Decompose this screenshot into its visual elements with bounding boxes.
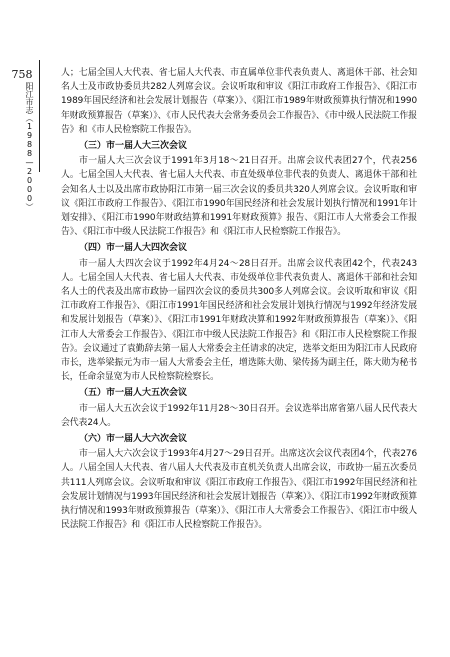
page-body	[61, 66, 417, 535]
section-body-4: 市一届人大四次会议于1992年4月24～28日召开。出席会议代表团42个，代表243人。七届全国人大代表、省七届人大代表、市处级单位非代表负责人、离退休干部和社会知名人士的代表及出席市政协一届四次会议的委员共300多人列席会议。会议听取和审议《阳江市政府工作报告》、《阳江市1991年国民经济和社会发展计划执行情况与1992年经济发展和发展计划报告（草案）》、《阳江市1991年财政决算和1992年财政预算报告（草案）》、《阳江市人大常委会工作报告》、《阳江市中级人民法院工作报告》和《阳江市人民检察院工作报告》。会议通过了袁勤辞去第一届人大常委会主任请求的决定，选举文炬田为阳江市人民政府市长，选举梁振元为市一届人大常委会主任，增选陈大勋、梁传扬为副主任，陈大勋为秘书长，任命余显宽为市人民检察院检察长。	[61, 258, 417, 383]
section-body-6: 市一届人大六次会议于1993年4月27～29日召开。出席这次会议代表团4个，代表276人。八届全国人大代表、省八届人大代表及市直机关负责人出席会议，市政协一届五次委员共111人列席会议。会议听取和审议《阳江市政府工作报告》、《阳江市1992年国民经济和社会发展计划情况与1993年国民经济和社会发展计划报告（草案）》、《阳江市1992年财政预算执行情况和1993年财政预算报告（草案）》、《阳江市人大常委会工作报告》、《阳江市中级人民法院工作报告》和《阳江市人民检察院工作报告》。	[61, 449, 417, 531]
section-heading-3: （三）市一届人大三次会议	[79, 141, 188, 152]
section-heading-4: （四）市一届人大四次会议	[79, 243, 188, 254]
section-body-3: 市一届人大三次会议于1991年3月18～21日召开。出席会议代表团27个，代表256人。七届全国人大代表、省七届人大代表、市直处级单位非代表的负责人、离退休干部和社会知名人士以及出席市政协阳江市第一届三次会议的委员共320人列席会议。会议听取和审议《阳江市政府工作报告》、《阳江市1990年国民经济和社会发展计划执行情况和1991年计划安排》、《阳江市1990年财政结算和1991年财政预算》报告、《阳江市人大常委会工作报告》、《阳江市中级人民法院工作报告》和《阳江市人民检察院工作报告》。	[61, 156, 417, 238]
section-heading-6: （六）市一届人大六次会议	[79, 434, 188, 445]
section-heading-5: （五）市一届人大五次会议	[79, 388, 188, 399]
page-margin	[0, 0, 46, 657]
section-body-5: 市一届人大五次会议于1992年11月28～30日召开。会议选举出席省第八届人民代表大会代表24人。	[61, 403, 417, 428]
opening-paragraph: 人；七届全国人大代表、省七届人大代表、市直属单位非代表负责人、离退休干部、社会知名人士及市政协委员共282人列席会议。会议听取和审议《阳江市政府工作报告》、《阳江市1989年国民经济和社会发展计划报告（草案）》、《阳江市1989年财政预算执行情况和1990年财政预算报告（草案）》、《市人民代表大会常务委员会工作报告》、《市中级人民法院工作报告》和《市人民检察院工作报告》。	[61, 68, 417, 135]
book-title: 阳江市志（1988—2000）	[25, 82, 34, 211]
page-number: 758	[11, 68, 33, 81]
margin-divider	[39, 60, 40, 172]
